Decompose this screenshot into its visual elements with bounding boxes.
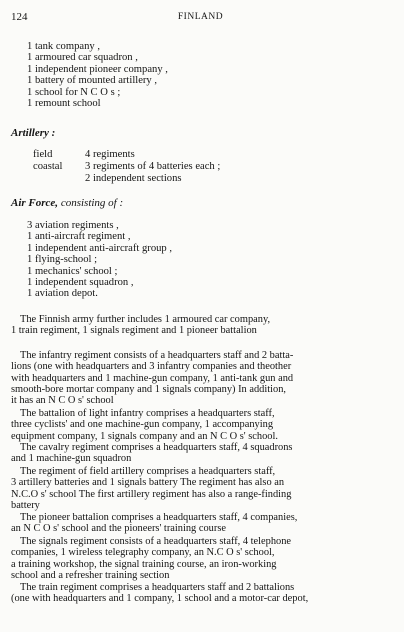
- paragraph-pioneer-battalion: The pioneer battalion comprises a headquarters staff, 4 companies, an N C O s' school and the pioneers' training course: [11, 512, 298, 535]
- air-force-list: [27, 220, 172, 300]
- intro-list: [27, 41, 168, 109]
- page-header: [11, 11, 390, 25]
- list-item: 1 independent anti-aircraft group ,: [27, 242, 173, 254]
- paragraph-army-includes: The Finnish army further includes 1 armoured car company, 1 train regiment, 1 signals regiment and 1 pioneer battalion: [11, 314, 271, 337]
- list-item: 1 anti-aircraft regiment ,: [27, 231, 131, 243]
- paragraph-field-artillery: The regiment of field artillery comprises a headquarters staff, 3 artillery batteries and 1 signals battery The regiment has also an N.C.O s' school The first artillery regiment has also a range-finding battery: [11, 466, 292, 511]
- paragraph-train-regiment: The train regiment comprises a headquarters staff and 2 battalions (one with headquarters and 1 company, 1 school and a motor-car depot,: [11, 582, 309, 605]
- paragraph-signals-regiment: The signals regiment consists of a headquarters staff, 4 telephone companies, 1 wireless telegraphy company, an N.C O s' school, a training workshop, the signal training course, an iron-working school and a refresher training section: [11, 536, 292, 581]
- artillery-row-label: field: [33, 149, 53, 160]
- list-item: 1 independent pioneer company ,: [27, 63, 168, 75]
- artillery-row-value: 4 regiments: [85, 149, 135, 160]
- artillery-row-label: coastal: [33, 161, 63, 172]
- paragraph-infantry-regiment: The infantry regiment consists of a headquarters staff and 2 batta- lions (one with headquarters and 3 infantry companies and theother with headquarters and 1 machine-gun company, 1 anti-tank gun and smooth-bore mortar company and 1 signals company) In addition, it has an N C O s' school: [11, 350, 294, 407]
- list-item: 1 tank company ,: [27, 41, 100, 52]
- artillery-row-value: 3 regiments of 4 batteries each ;: [85, 161, 221, 172]
- paragraph-light-infantry: The battalion of light infantry comprises a headquarters staff, three cyclists' and one machine-gun company, 1 accompanying equipment company, 1 signals company and an N C O s' school. The cavalry regiment comprises a headquarters staff, 4 squadrons and 1 machine-gun squadron: [11, 408, 293, 465]
- list-item: 1 school for N C O s ;: [27, 86, 121, 98]
- page-number: 124: [11, 11, 28, 23]
- list-item: 3 aviation regiments ,: [27, 220, 119, 231]
- list-item: 1 remount school: [27, 98, 101, 110]
- list-item: 1 flying-school ;: [27, 254, 98, 266]
- list-item: 1 aviation depot.: [27, 288, 98, 300]
- running-title: FINLAND: [177, 12, 224, 22]
- list-item: 1 mechanics' school ;: [27, 265, 118, 277]
- artillery-row-value: 2 independent sections: [85, 173, 182, 184]
- air-force-heading: Air Force, consisting of :: [11, 197, 124, 209]
- artillery-heading: Artillery :: [11, 127, 56, 139]
- list-item: 1 armoured car squadron ,: [27, 52, 138, 64]
- list-item: 1 battery of mounted artillery ,: [27, 75, 158, 87]
- list-item: 1 independent squadron ,: [27, 277, 134, 289]
